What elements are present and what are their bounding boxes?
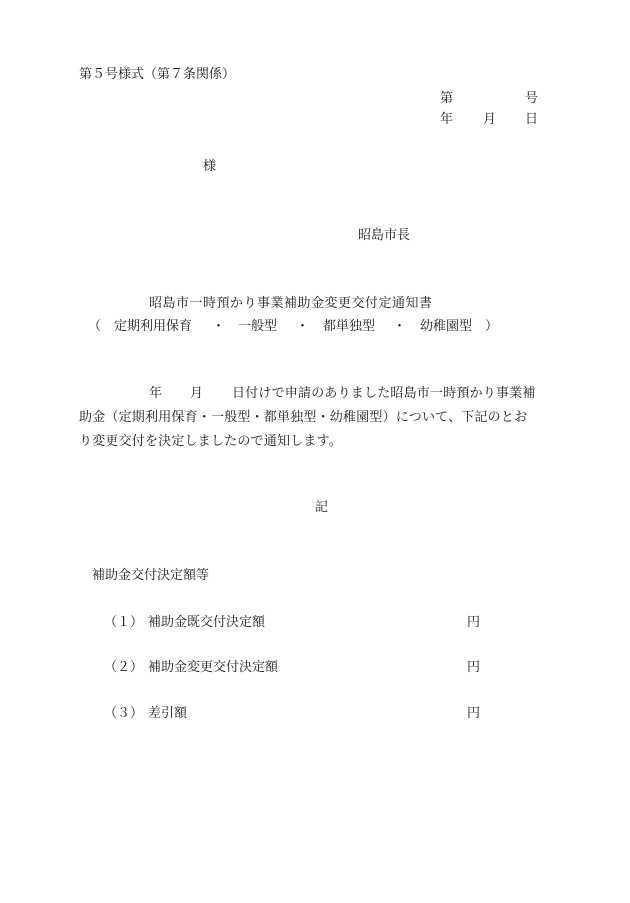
- date-day: 日: [525, 112, 539, 127]
- title-type-2: 一般型: [238, 319, 278, 334]
- body-line-1: 日付けで申請のありました昭島市一時預かり事業補: [232, 386, 536, 401]
- date-month: 月: [483, 112, 497, 127]
- recipient-suffix: 様: [203, 159, 217, 174]
- item-label: 差引額: [148, 706, 188, 721]
- item-number: （２）: [104, 660, 144, 675]
- doc-number-suffix: 号: [525, 91, 539, 106]
- title-separator-3: ・: [393, 319, 407, 334]
- item-number: （１）: [104, 615, 144, 630]
- body-date-year: 年: [149, 386, 163, 401]
- item-label: 補助金既交付決定額: [148, 615, 266, 630]
- issuer: 昭島市長: [358, 228, 411, 243]
- body-line-3: り変更交付を決定しましたので通知します。: [79, 434, 342, 449]
- item-unit: 円: [467, 660, 481, 675]
- section-title: 補助金交付決定額等: [92, 568, 210, 583]
- item-number: （３）: [104, 706, 144, 721]
- title-type-4: 幼稚園型: [420, 319, 473, 334]
- doc-number-prefix: 第: [440, 91, 454, 106]
- title-separator-1: ・: [212, 319, 226, 334]
- document-title: 昭島市一時預かり事業補助金変更交付定通知書: [149, 296, 433, 311]
- title-open-paren: （: [88, 319, 102, 334]
- title-type-3: 都単独型: [323, 319, 376, 334]
- title-separator-2: ・: [296, 319, 310, 334]
- title-close-paren: ）: [485, 319, 499, 334]
- item-label: 補助金変更交付決定額: [148, 660, 279, 675]
- body-line-2: 助金（定期利用保育・一般型・都単独型・幼稚園型）について、下記のとお: [79, 410, 528, 425]
- ki-heading: 記: [315, 500, 329, 515]
- item-unit: 円: [467, 615, 481, 630]
- body-date-month: 月: [190, 386, 204, 401]
- item-unit: 円: [467, 706, 481, 721]
- date-year: 年: [440, 112, 454, 127]
- form-label: 第５号様式（第７条関係）: [79, 67, 236, 82]
- title-type-1: 定期利用保育: [114, 319, 193, 334]
